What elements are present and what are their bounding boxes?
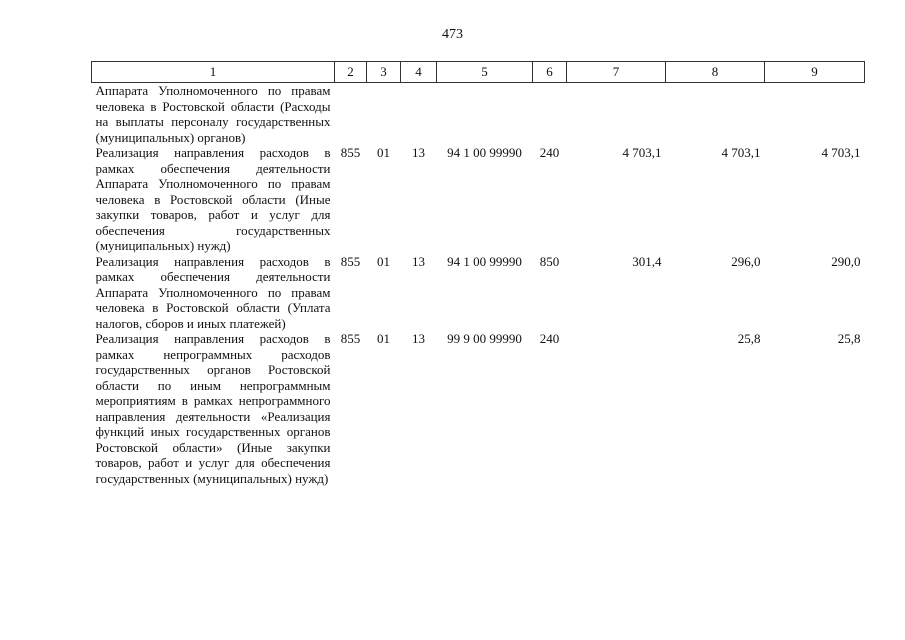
- target-article-code: 94 1 00 99990: [447, 145, 522, 160]
- section-code: [367, 83, 401, 146]
- budget-table: [91, 61, 865, 486]
- subsection-code: 13: [412, 253, 425, 269]
- amount-col-8: 25,8: [737, 331, 761, 346]
- section-code: 01: [377, 331, 390, 346]
- header-col-8: 8: [666, 62, 765, 83]
- expense-type-code: 240: [539, 331, 560, 346]
- expense-type-code: 850: [539, 253, 560, 269]
- amount-col-9: 25,8: [837, 331, 861, 346]
- amount-col-9: [765, 83, 865, 146]
- target-article-code: 99 9 00 99990: [447, 331, 522, 346]
- target-article-code: 94 1 00 99990: [447, 253, 522, 269]
- expense-type-code: 240: [539, 145, 560, 160]
- row-description: Реализация направления расходов в рамках непрограммных расходов государственных органов Ростовской области по иным непрограммным мероприятиям в рамках непрограммного направления деятельности «Реализация функций иных государственных органов Ростовской области» (Иные закупки товаров, работ и услуг для обеспечения государственных (муниципальных) нужд): [95, 331, 331, 486]
- table-body: [92, 83, 865, 487]
- table-row: [92, 331, 865, 486]
- header-col-7: 7: [567, 62, 666, 83]
- admin-code: 855: [340, 253, 361, 269]
- header-col-9: 9: [765, 62, 865, 83]
- header-col-4: 4: [401, 62, 437, 83]
- section-code: 01: [377, 145, 390, 160]
- subsection-code: 13: [412, 145, 425, 160]
- subsection-code: [401, 83, 437, 146]
- row-description: Реализация направления расходов в рамках обеспечения деятельности Аппарата Уполномоченного по правам человека в Ростовской области (Уплата налогов, сборов и иных платежей): [95, 253, 331, 331]
- table-row: [92, 254, 865, 332]
- expense-type-code: [533, 83, 567, 146]
- amount-col-8: [666, 83, 765, 146]
- amount-col-8: 296,0: [731, 253, 761, 269]
- header-col-3: 3: [367, 62, 401, 83]
- row-description: Аппарата Уполномоченного по правам человека в Ростовской области (Расходы на выплаты персоналу государственных (муниципальных) органов): [95, 83, 331, 145]
- header-col-5: 5: [437, 62, 533, 83]
- admin-code: 855: [340, 331, 361, 346]
- table-row: [92, 83, 865, 146]
- subsection-code: 13: [412, 331, 425, 346]
- amount-col-7: [567, 83, 666, 146]
- table-header: [92, 62, 865, 83]
- amount-col-7: 4 703,1: [622, 145, 662, 160]
- amount-col-8: 4 703,1: [721, 145, 761, 160]
- header-col-6: 6: [533, 62, 567, 83]
- page-number: 473: [442, 27, 463, 42]
- target-article-code: [437, 83, 533, 146]
- admin-code: 855: [340, 145, 361, 160]
- header-col-1: 1: [92, 62, 335, 83]
- admin-code: [335, 83, 367, 146]
- table-row: [92, 145, 865, 254]
- header-col-2: 2: [335, 62, 367, 83]
- header-row: [92, 62, 865, 83]
- amount-col-9: 290,0: [831, 253, 861, 269]
- amount-col-7: 301,4: [632, 253, 662, 269]
- amount-col-9: 4 703,1: [821, 145, 861, 160]
- amount-col-7: [567, 331, 666, 486]
- row-description: Реализация направления расходов в рамках обеспечения деятельности Аппарата Уполномоченного по правам человека в Ростовской области (Иные закупки товаров, работ и услуг для обеспечения государственных (муниципальных) нужд): [95, 145, 331, 253]
- section-code: 01: [377, 253, 390, 269]
